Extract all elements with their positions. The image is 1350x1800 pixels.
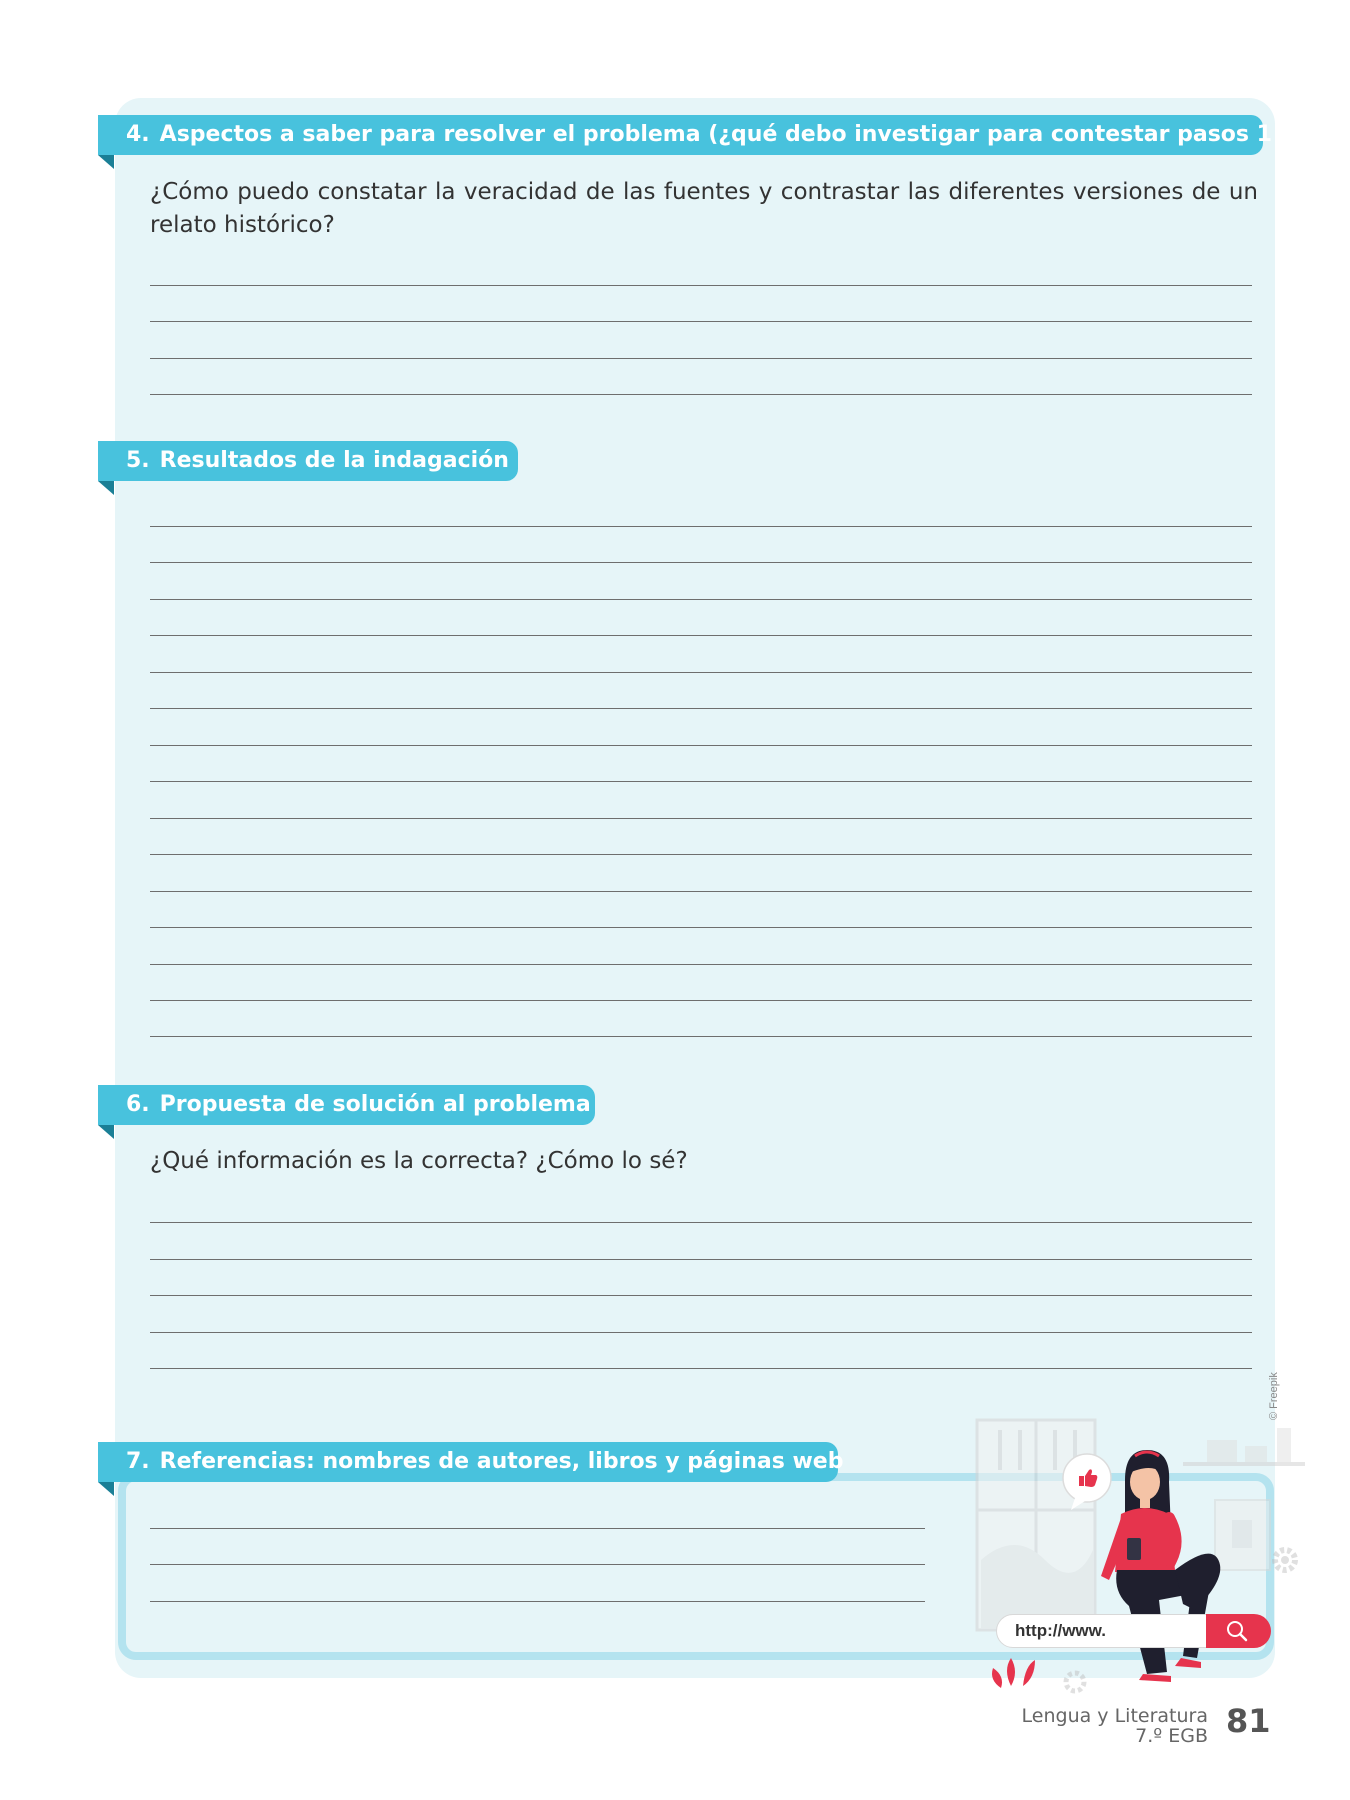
section-5-header (98, 441, 518, 481)
answer-line[interactable] (150, 818, 1252, 819)
answer-line[interactable] (150, 1368, 1252, 1369)
answer-line[interactable] (150, 1222, 1252, 1223)
section-4-prompt: ¿Cómo puedo constatar la veracidad de las fuentes y contrastar las diferentes versiones de un relato histórico? (150, 179, 1258, 238)
search-icon (1206, 1614, 1271, 1648)
search-bar[interactable] (996, 1614, 1271, 1648)
answer-line[interactable] (150, 526, 1252, 527)
answer-line[interactable] (150, 672, 1252, 673)
grade-label: 7.º EGB (1135, 1725, 1208, 1747)
header-fold (98, 1482, 114, 1496)
subject-label: Lengua y Literatura (1021, 1705, 1208, 1727)
answer-line[interactable] (150, 1528, 925, 1529)
url-field[interactable]: http://www. (996, 1614, 1216, 1648)
answer-line[interactable] (150, 891, 1252, 892)
section-number: 6. (126, 1092, 150, 1117)
section-4-header (98, 115, 1340, 155)
answer-line[interactable] (150, 635, 1252, 636)
answer-line[interactable] (150, 1601, 925, 1602)
answer-line[interactable] (150, 927, 1252, 928)
footer-subject (1022, 1706, 1208, 1746)
section-number: 4. (126, 122, 150, 147)
answer-line[interactable] (150, 599, 1252, 600)
section-title: Propuesta de solución al problema (159, 1092, 591, 1117)
section-title: Aspectos a saber para resolver el problema (¿qué debo investigar para contestar pasos 1 y 2?) (159, 122, 1340, 147)
answer-line[interactable] (150, 1036, 1252, 1037)
window-icon (977, 1420, 1095, 1630)
section-6-header (98, 1085, 595, 1125)
answer-line[interactable] (150, 562, 1252, 563)
answer-line[interactable] (150, 1000, 1252, 1001)
answer-line[interactable] (150, 708, 1252, 709)
plant-icon (992, 1658, 1035, 1688)
section-number: 5. (126, 448, 150, 473)
header-fold (98, 1125, 114, 1139)
answer-line[interactable] (150, 1295, 1252, 1296)
girl-with-phone-illustration (975, 1410, 1315, 1700)
section-7-header (98, 1442, 844, 1482)
answer-line[interactable] (150, 1259, 1252, 1260)
header-fold (98, 155, 114, 169)
section-6-prompt: ¿Qué información es la correcta? ¿Cómo lo sé? (150, 1148, 688, 1174)
header-fold (98, 481, 114, 495)
answer-line[interactable] (150, 1332, 1252, 1333)
section-title: Referencias: nombres de autores, libros y páginas web (159, 1449, 844, 1474)
answer-line[interactable] (150, 285, 1252, 286)
shelf-icon (1183, 1428, 1305, 1570)
search-button[interactable] (1206, 1614, 1271, 1648)
answer-line[interactable] (150, 358, 1252, 359)
answer-line[interactable] (150, 781, 1252, 782)
page-number: 81 (1226, 1702, 1271, 1740)
answer-line[interactable] (150, 964, 1252, 965)
answer-line[interactable] (150, 745, 1252, 746)
image-credit: © Freepik (1268, 1372, 1280, 1420)
answer-line[interactable] (150, 321, 1252, 322)
section-number: 7. (126, 1449, 150, 1474)
answer-line[interactable] (150, 854, 1252, 855)
answer-line[interactable] (150, 394, 1252, 395)
answer-line[interactable] (150, 1564, 925, 1565)
section-title: Resultados de la indagación (159, 448, 509, 473)
